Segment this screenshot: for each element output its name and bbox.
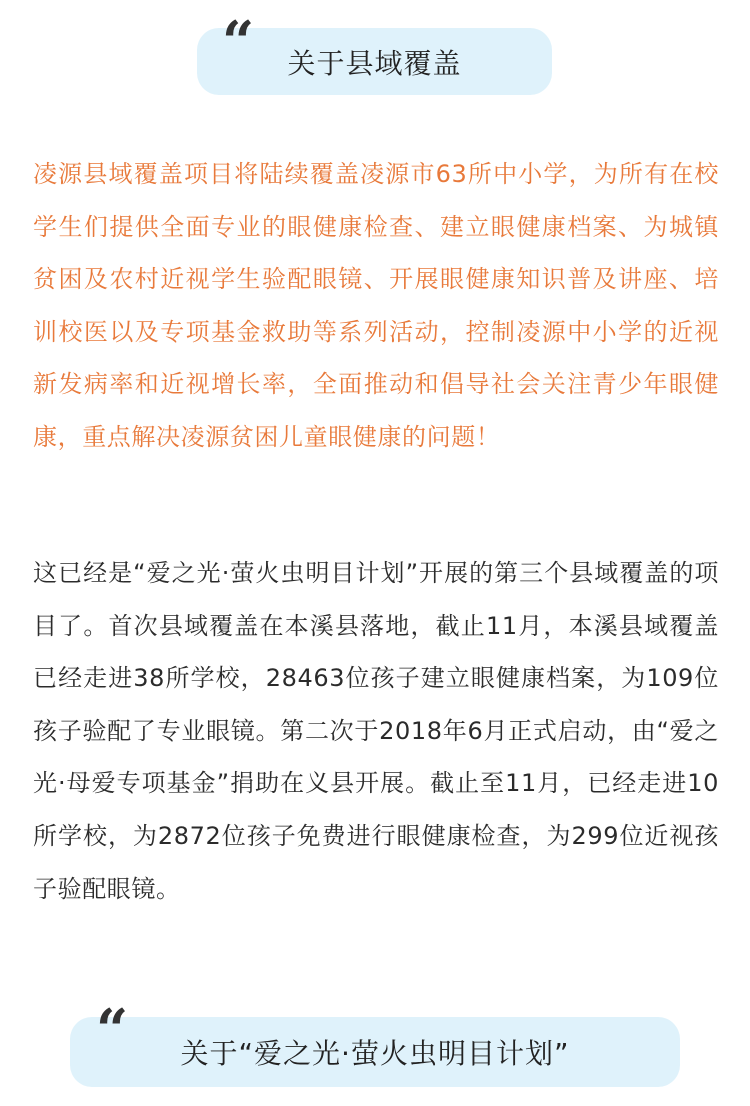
history-paragraph: 这已经是“爱之光·萤火虫明目计划”开展的第三个县域覆盖的项目了。首次县域覆盖在本溪县落地，截止11月，本溪县域覆盖已经走进38所学校，28463位孩子建立眼健康档案，为109位孩子验配了专业眼镜。第二次于2018年6月正式启动，由“爱之光·母爱专项基金”捐助在义县开展。截止至11月，已经走进10所学校，为2872位孩子免费进行眼健康检查，为299位近视孩子验配眼镜。 [33, 559, 719, 903]
section-heading-title: 关于县域覆盖 [287, 46, 462, 80]
section-heading-program [70, 1017, 680, 1087]
intro-paragraph: 凌源县域覆盖项目将陆续覆盖凌源市63所中小学，为所有在校学生们提供全面专业的眼健康检查、建立眼健康档案、为城镇贫困及农村近视学生验配眼镜、开展眼健康知识普及讲座、培训校医以及专项基金救助等系列活动，控制凌源中小学的近视新发病率和近视增长率，全面推动和倡导社会关注青少年眼健康，重点解决凌源贫困儿童眼健康的问题！ [33, 160, 719, 451]
quote-mark-icon: “ [222, 9, 255, 75]
quote-mark-icon: “ [96, 997, 129, 1063]
section-heading-title: 关于“爱之光·萤火虫明目计划” [180, 1037, 570, 1070]
